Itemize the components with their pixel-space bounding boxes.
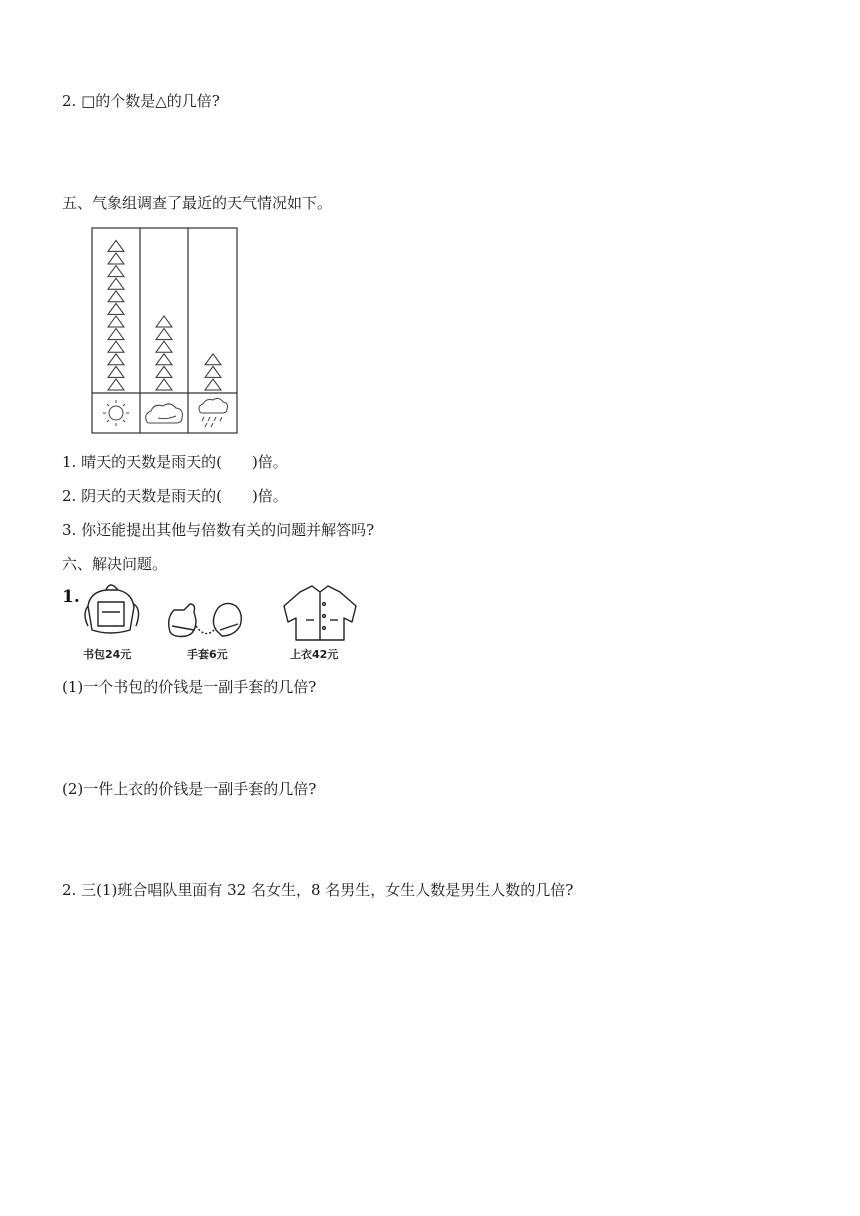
question-5-1-suffix: )倍。 <box>251 453 288 471</box>
question-5-2-suffix: )倍。 <box>251 487 288 505</box>
mittens-icon <box>169 603 242 636</box>
item-label-backpack: 书包24元 <box>83 648 132 661</box>
question-4-2: 2. □的个数是△的几倍? <box>62 92 220 110</box>
section-6-heading: 六、解决问题。 <box>62 555 168 573</box>
question-5-3: 3. 你还能提出其他与倍数有关的问题并解答吗? <box>62 521 375 539</box>
item-1-number: 1. <box>62 587 80 607</box>
item-label-mittens: 手套6元 <box>187 648 228 661</box>
question-5-2-text: 2. 阴天的天数是雨天的( <box>62 487 222 505</box>
jacket-icon <box>284 586 356 640</box>
section-5-heading: 五、气象组调查了最近的天气情况如下。 <box>62 194 333 212</box>
backpack-icon <box>85 585 139 633</box>
question-6-1-2: (2)一件上衣的价钱是一副手套的几倍? <box>62 780 317 798</box>
question-5-1-text: 1. 晴天的天数是雨天的( <box>62 453 222 471</box>
question-6-2: 2. 三(1)班合唱队里面有 32 名女生，8 名男生，女生人数是男生人数的几倍? <box>62 881 574 899</box>
question-6-1-1: (1)一个书包的价钱是一副手套的几倍? <box>62 678 317 696</box>
item-label-jacket: 上衣42元 <box>290 648 339 661</box>
